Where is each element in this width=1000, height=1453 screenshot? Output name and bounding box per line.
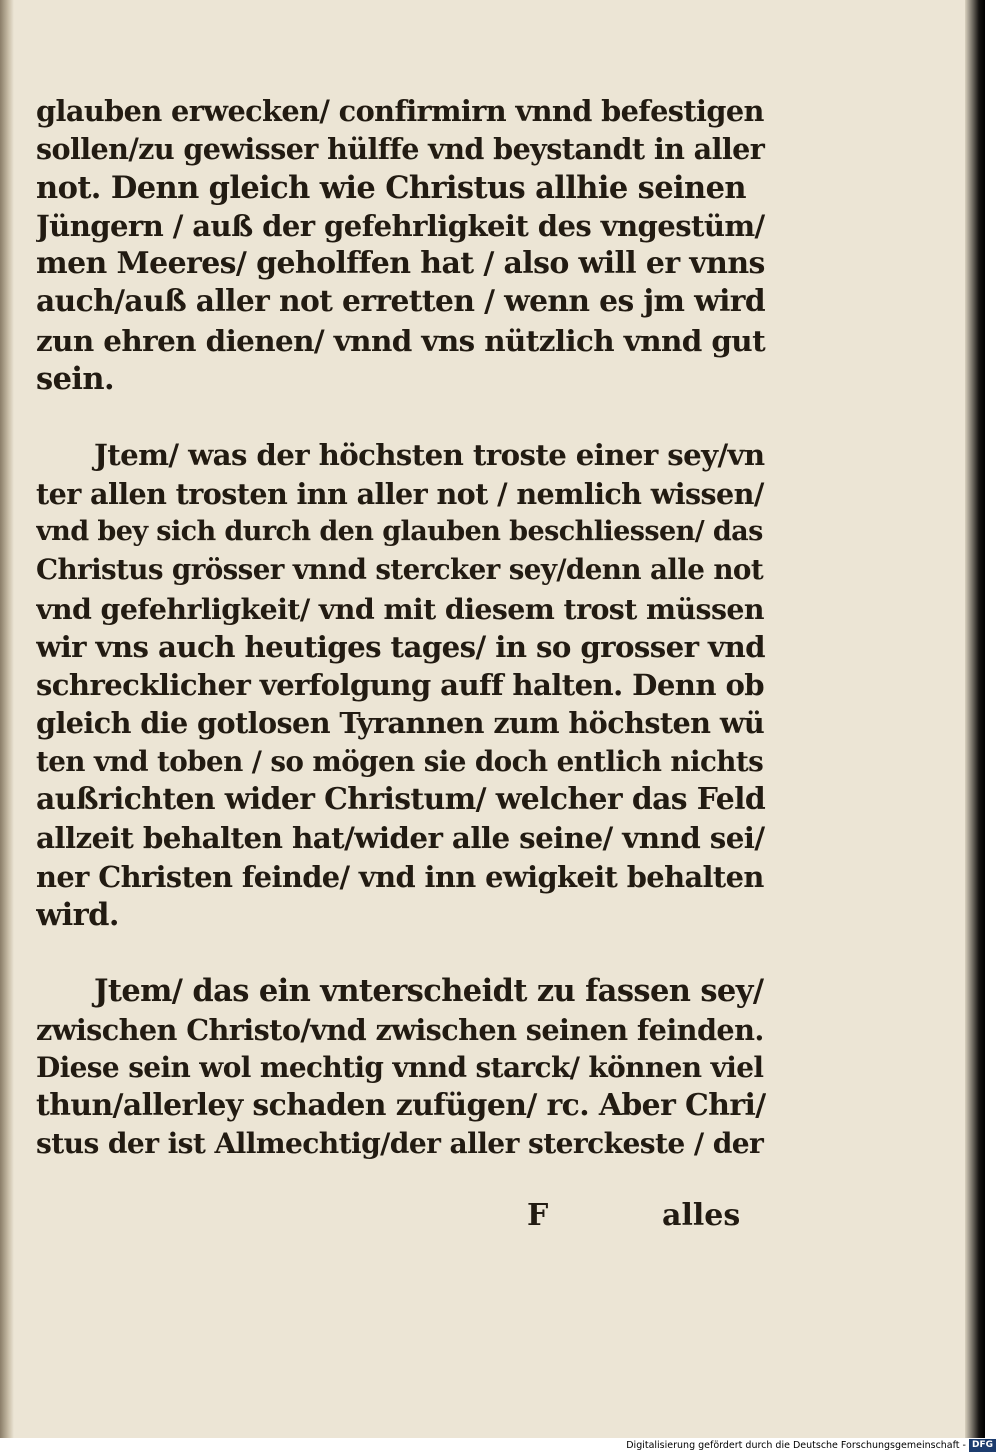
text-line: Jtem/ was der höchsten troste einer sey/vn (94, 438, 765, 473)
text-line: stus der ist Allmechtig/der aller sterckeste / der (36, 1127, 764, 1161)
text-line: glauben erwecken/ confirmirn vnnd befestigen (36, 94, 764, 128)
text-line: sollen/zu gewisser hülffe vnd beystandt in aller (36, 132, 765, 167)
text-line: vnd gefehrligkeit/ vnd mit diesem trost müssen (36, 591, 764, 626)
text-line: Diese sein wol mechtig vnnd starck/ können viel (36, 1050, 764, 1084)
text-line: Jtem/ das ein vnterscheidt zu fassen sey/ (94, 973, 764, 1010)
text-line: Jüngern / auß der gefehrligkeit des vngestüm/ (36, 208, 765, 243)
paragraph-2 (36, 436, 766, 934)
page-gutter-shadow (0, 0, 14, 1438)
text-line: ten vnd toben / so mögen sie doch entlich nichts (36, 744, 764, 778)
catchword: alles (662, 1198, 741, 1233)
text-line: men Meeres/ geholffen hat / also will er vnns (36, 246, 765, 282)
text-line: thun/allerley schaden zufügen/ rc. Aber Chri/ (36, 1088, 766, 1124)
credit-text: Digitalisierung gefördert durch die Deutsche Forschungsgemeinschaft - (626, 1440, 966, 1451)
body-text (36, 92, 766, 1164)
text-line: zwischen Christo/vnd zwischen seinen feinden. (36, 1012, 764, 1047)
text-line: zun ehren dienen/ vnnd vns nützlich vnnd gut (36, 322, 766, 358)
text-line: wir vns auch heutiges tages/ in so grosser vnd (36, 629, 765, 664)
text-line: auch/auß aller not erretten / wenn es jm wird (36, 284, 766, 320)
text-line: Christus grösser vnnd stercker sey/denn alle not (36, 553, 764, 587)
page-edge-shadow (965, 0, 985, 1438)
paragraph-3 (36, 972, 766, 1163)
text-line: ner Christen feinde/ vnd inn ewigkeit behalten (36, 859, 764, 894)
text-line: sein. (36, 361, 114, 398)
text-line: ter allen trosten inn aller not / nemlich wissen/ (36, 476, 764, 511)
digitization-credit-bar (595, 1438, 1000, 1453)
text-line: gleich die gotlosen Tyrannen zum höchsten wü (36, 706, 765, 741)
text-line: allzeit behalten hat/wider alle seine/ vnnd sei/ (36, 820, 765, 856)
text-line: vnd bey sich durch den glauben beschliessen/ das (36, 515, 763, 547)
text-line: schrecklicher verfolgung auff halten. Denn ob (36, 668, 765, 703)
text-line: not. Denn gleich wie Christus allhie seinen (36, 169, 746, 206)
text-line: außrichten wider Christum/ welcher das Feld (36, 782, 766, 818)
paragraph-1 (36, 92, 766, 398)
paragraph-spacer (36, 934, 766, 972)
dfg-logo: DFG (969, 1439, 996, 1452)
text-line: wird. (36, 896, 119, 933)
paragraph-spacer (36, 398, 766, 436)
signature-mark: F (527, 1198, 549, 1233)
